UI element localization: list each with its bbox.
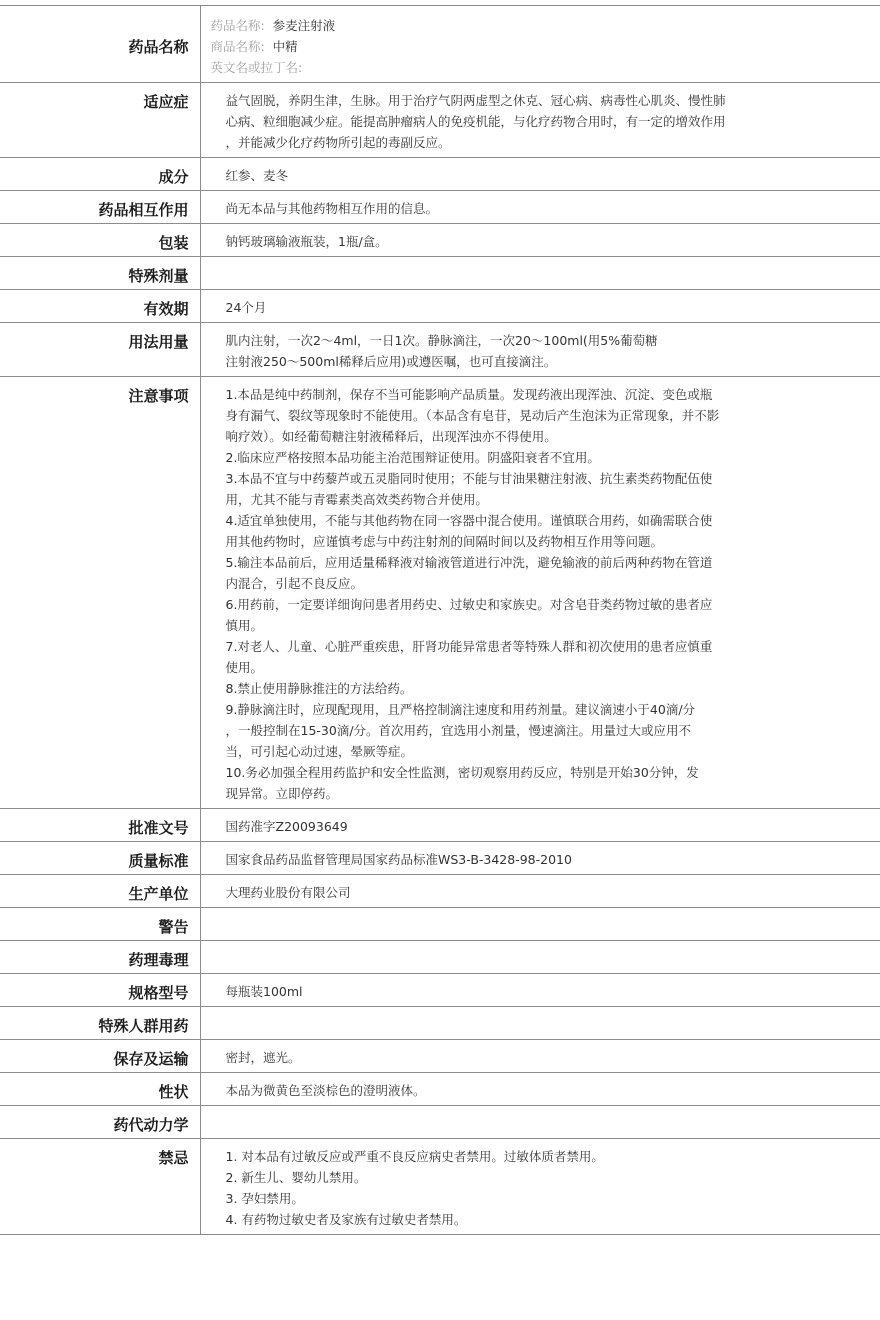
generic-name	[211, 15, 880, 36]
manufacturer-label: 生产单位	[0, 875, 200, 908]
precautions-line: 3.本品不宜与中药藜芦或五灵脂同时使用；不能与甘油果糖注射液、抗生素类药物配伍使	[225, 471, 713, 486]
precautions-line: 7.对老人、儿童、心脏严重疾患，肝肾功能异常患者等特殊人群和初次使用的患者应慎重	[225, 639, 713, 654]
contraindications-line: 4. 有药物过敏史者及家族有过敏史者禁用。	[225, 1212, 467, 1227]
manufacturer-value: 大理药业股份有限公司	[200, 875, 880, 908]
row-usage	[0, 323, 880, 377]
storage-value: 密封，遮光。	[200, 1040, 880, 1073]
row-pharmacology	[0, 941, 880, 974]
row-pharmacokinetics	[0, 1106, 880, 1139]
trade-name	[211, 36, 880, 57]
standard-label: 质量标准	[0, 842, 200, 875]
row-special-dosage	[0, 257, 880, 290]
warning-value	[200, 908, 880, 941]
generic-name-key: 药品名称:	[210, 18, 265, 33]
precautions-line: 10.务必加强全程用药监护和安全性监测，密切观察用药反应，特别是开始30分钟，发	[225, 765, 699, 780]
special-population-label: 特殊人群用药	[0, 1007, 200, 1040]
indications-value	[200, 83, 880, 158]
ingredients-label: 成分	[0, 158, 200, 191]
special-population-value	[200, 1007, 880, 1040]
row-spec	[0, 974, 880, 1007]
precautions-line: 5.输注本品前后，应用适量稀释液对输液管道进行冲洗，避免输液的前后两种药物在管道	[225, 555, 713, 570]
row-name	[0, 6, 880, 83]
row-interactions	[0, 191, 880, 224]
row-special-population	[0, 1007, 880, 1040]
package-value: 钠钙玻璃输液瓶装，1瓶/盒。	[200, 224, 880, 257]
usage-value	[200, 323, 880, 377]
contraindications-line: 1. 对本品有过敏反应或严重不良反应病史者禁用。过敏体质者禁用。	[225, 1149, 604, 1164]
row-warning	[0, 908, 880, 941]
warning-label: 警告	[0, 908, 200, 941]
contraindications-label: 禁忌	[0, 1139, 200, 1235]
row-approval	[0, 809, 880, 842]
row-indications	[0, 83, 880, 158]
precautions-line: 用，尤其不能与青霉素类高效类药物合并使用。	[225, 492, 489, 507]
row-precautions	[0, 377, 880, 809]
pharmacokinetics-label: 药代动力学	[0, 1106, 200, 1139]
row-standard	[0, 842, 880, 875]
row-validity	[0, 290, 880, 323]
row-appearance	[0, 1073, 880, 1106]
indications-label: 适应症	[0, 83, 200, 158]
appearance-value: 本品为微黄色至淡棕色的澄明液体。	[200, 1073, 880, 1106]
validity-value: 24个月	[200, 290, 880, 323]
name-label: 药品名称	[0, 6, 200, 83]
contraindications-line: 2. 新生儿、婴幼儿禁用。	[225, 1170, 367, 1185]
precautions-line: 6.用药前，一定要详细询问患者用药史、过敏史和家族史。对含皂苷类药物过敏的患者应	[225, 597, 713, 612]
validity-label: 有效期	[0, 290, 200, 323]
trade-name-key: 商品名称:	[210, 39, 265, 54]
trade-name-value: 中精	[272, 39, 298, 54]
spec-label: 规格型号	[0, 974, 200, 1007]
contraindications-value	[200, 1139, 880, 1235]
english-name	[211, 57, 880, 78]
special-dosage-label: 特殊剂量	[0, 257, 200, 290]
indications-line: 益气固脱，养阴生津，生脉。用于治疗气阴两虚型之休克、冠心病、病毒性心肌炎、慢性肺	[225, 93, 726, 108]
precautions-line: 使用。	[225, 660, 264, 675]
precautions-line: 4.适宜单独使用，不能与其他药物在同一容器中混合使用。谨慎联合用药，如确需联合使	[225, 513, 713, 528]
precautions-line: 2.临床应严格按照本品功能主治范围辩证使用。阴盛阳衰者不宜用。	[225, 450, 600, 465]
standard-value: 国家食品药品监督管理局国家药品标准WS3-B-3428-98-2010	[200, 842, 880, 875]
precautions-line: 当，可引起心动过速，晕厥等症。	[225, 744, 414, 759]
precautions-label: 注意事项	[0, 377, 200, 809]
indications-line: ，并能减少化疗药物所引起的毒副反应。	[225, 135, 451, 150]
spec-value: 每瓶装100ml	[200, 974, 880, 1007]
interactions-value: 尚无本品与其他药物相互作用的信息。	[200, 191, 880, 224]
precautions-line: 用其他药物时，应谨慎考虑与中药注射剂的间隔时间以及药物相互作用等问题。	[225, 534, 664, 549]
contraindications-line: 3. 孕妇禁用。	[225, 1191, 304, 1206]
approval-label: 批准文号	[0, 809, 200, 842]
package-label: 包装	[0, 224, 200, 257]
usage-line: 肌内注射，一次2～4ml，一日1次。静脉滴注，一次20～100ml(用5%葡萄糖	[225, 333, 658, 348]
interactions-label: 药品相互作用	[0, 191, 200, 224]
usage-line: 注射液250～500ml稀释后应用)或遵医嘱，也可直接滴注。	[225, 354, 557, 369]
generic-name-value: 参麦注射液	[272, 18, 336, 33]
row-contraindications	[0, 1139, 880, 1235]
appearance-label: 性状	[0, 1073, 200, 1106]
precautions-line: 慎用。	[225, 618, 264, 633]
special-dosage-value	[200, 257, 880, 290]
pharmacokinetics-value	[200, 1106, 880, 1139]
usage-label: 用法用量	[0, 323, 200, 377]
row-ingredients	[0, 158, 880, 191]
approval-value: 国药准字Z20093649	[200, 809, 880, 842]
row-storage	[0, 1040, 880, 1073]
precautions-line: 内混合，引起不良反应。	[225, 576, 364, 591]
name-value	[200, 6, 880, 83]
precautions-line: 身有漏气、裂纹等现象时不能使用。（本品含有皂苷，晃动后产生泡沫为正常现象，并不影	[225, 408, 720, 423]
precautions-value	[200, 377, 880, 809]
pharmacology-value	[200, 941, 880, 974]
indications-line: 心病、粒细胞减少症。能提高肿瘤病人的免疫机能，与化疗药物合用时，有一定的增效作用	[225, 114, 726, 129]
english-name-key: 英文名或拉丁名:	[210, 60, 303, 75]
drug-info-table	[0, 5, 880, 1235]
precautions-line: 9.静脉滴注时，应现配现用，且严格控制滴注速度和用药剂量。建议滴速小于40滴/分	[225, 702, 696, 717]
pharmacology-label: 药理毒理	[0, 941, 200, 974]
precautions-line: 响疗效）。如经葡萄糖注射液稀释后，出现浑浊亦不得使用。	[225, 429, 557, 444]
precautions-line: 1.本品是纯中药制剂，保存不当可能影响产品质量。发现药液出现浑浊、沉淀、变色或瓶	[225, 387, 713, 402]
precautions-line: ，一般控制在15-30滴/分。首次用药，宜选用小剂量，慢速滴注。用量过大或应用不	[225, 723, 692, 738]
row-package	[0, 224, 880, 257]
row-manufacturer	[0, 875, 880, 908]
precautions-line: 现异常。立即停药。	[225, 786, 339, 801]
precautions-line: 8.禁止使用静脉推注的方法给药。	[225, 681, 413, 696]
storage-label: 保存及运输	[0, 1040, 200, 1073]
ingredients-value: 红参、麦冬	[200, 158, 880, 191]
